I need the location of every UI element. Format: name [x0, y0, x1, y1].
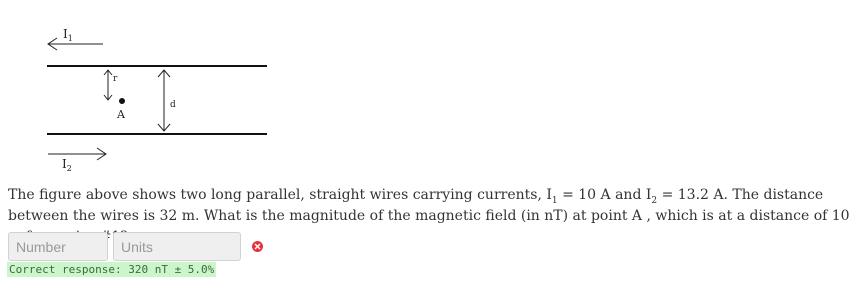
x-circle-icon — [252, 241, 263, 252]
current-arrow-top — [48, 38, 103, 50]
current-label-bottom: $I_2$ — [62, 157, 72, 173]
units-input[interactable] — [113, 232, 241, 261]
wire-diagram — [0, 0, 300, 180]
question-part1: The figure above shows two long parallel, straight wires carrying currents, I — [8, 187, 552, 203]
correct-response-text: Correct response: 320 nT ± 5.0% — [9, 263, 215, 276]
number-input[interactable] — [8, 232, 108, 261]
question-part2: = 10 A and I — [557, 187, 652, 203]
question-i1-sub: 1 — [551, 195, 558, 206]
distance-r-arrow — [104, 70, 112, 100]
question-i2-sub: 2 — [651, 195, 658, 206]
distance-d-label: d — [170, 100, 176, 110]
question-part3: = 13.2 A. The distance between the wires is 32 m. What is the magnitude of the magnetic field (in nT) at point A , which is at a distance of 10 — [8, 187, 850, 224]
distance-d-arrow — [158, 70, 170, 131]
distance-r-label: r — [113, 74, 118, 84]
current-arrow-bottom — [48, 148, 106, 160]
point-a-label: A — [117, 108, 125, 121]
current-label-top: $I_1$ — [63, 27, 73, 43]
point-a — [119, 98, 125, 104]
